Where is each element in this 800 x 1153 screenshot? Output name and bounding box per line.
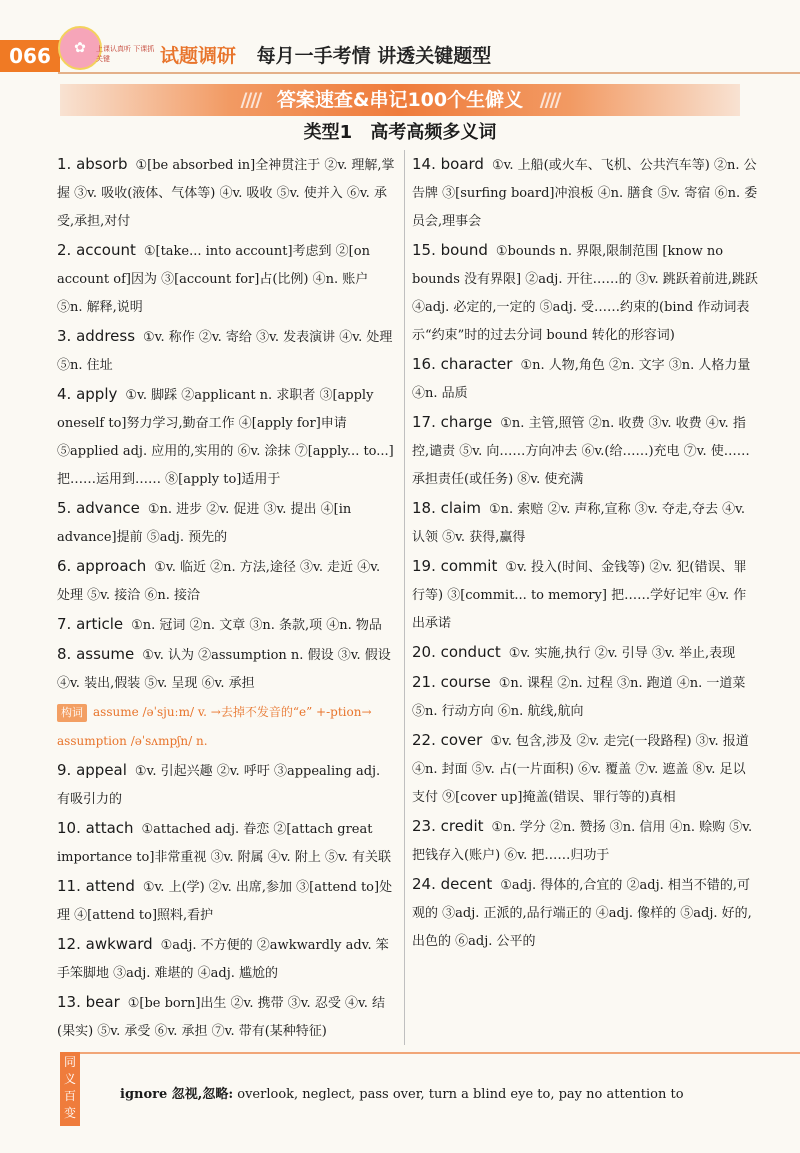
- vocab-entry: [57, 494, 397, 552]
- vocab-definition: ①attached adj. 眷恋 ②[attach great importance to]非常重视 ③v. 附属 ④v. 附上 ⑤v. 有关联: [57, 822, 392, 865]
- vocab-definition: ①bounds n. 界限,限制范围 [know no bounds 没有界限] ②adj. 开往……的 ③v. 跳跃着前进,跳跃 ④adj. 必定的,一定的 ⑤adj. 受……约束的(bind 作动词表示“约束”时的过去分词 bound 转化的形容词): [412, 244, 758, 343]
- vocab-word: 4. apply: [57, 385, 118, 403]
- vocab-definition: ①v. 脚踩 ②applicant n. 求职者 ③[apply oneself to]努力学习,勤奋工作 ④[apply for]申请 ⑤applied adj. 应用的,实用的 ⑥v. 涂抹 ⑦[apply... to...]把……运用到…… ⑧[apply to]适用于: [57, 388, 394, 487]
- vocab-word: 24. decent: [412, 875, 493, 893]
- word-formation-note: [57, 698, 397, 756]
- vocab-word: 15. bound: [412, 241, 488, 259]
- section-banner: [60, 84, 740, 116]
- vocab-word: 5. advance: [57, 499, 140, 517]
- vocab-entry: [57, 552, 397, 610]
- footer-divider: [60, 1052, 800, 1054]
- vocab-entry: [57, 988, 397, 1046]
- page-header: [0, 0, 800, 78]
- type-heading: [0, 120, 800, 146]
- vocab-entry: [57, 610, 397, 640]
- vocab-word: 18. claim: [412, 499, 482, 517]
- vocab-word: 9. appeal: [57, 761, 127, 779]
- column-divider: [404, 150, 405, 1045]
- vocab-entry: [412, 638, 758, 668]
- vocab-definition: ①n. 冠词 ②n. 文章 ③n. 条款,项 ④n. 物品: [131, 618, 382, 633]
- vocab-definition: ①[be absorbed in]全神贯注于 ②v. 理解,掌握 ③v. 吸收(液体、气体等) ④v. 吸收 ⑤v. 使并入 ⑥v. 承受,承担,对付: [57, 158, 395, 229]
- vocab-definition: ①v. 上船(或火车、飞机、公共汽车等) ②n. 公告牌 ③[surfing board]冲浪板 ④n. 膳食 ⑤v. 寄宿 ⑥n. 委员会,理事会: [412, 158, 758, 229]
- synonym-note: [120, 1086, 780, 1104]
- vocab-entry: [57, 640, 397, 698]
- vocab-entry: [412, 726, 758, 812]
- header-slogan: 上课认真听 下课抓关键: [96, 45, 155, 63]
- synonym-term: ignore 忽视,忽略:: [120, 1087, 234, 1102]
- vocab-definition: ①n. 课程 ②n. 过程 ③n. 跑道 ④n. 一道菜 ⑤n. 行动方向 ⑥n. 航线,航向: [412, 676, 746, 719]
- vocab-definition: ①n. 索赔 ②v. 声称,宣称 ③v. 夺走,夺去 ④v. 认领 ⑤v. 获得,赢得: [412, 502, 746, 545]
- vocab-definition: ①v. 实施,执行 ②v. 引导 ③v. 举止,表现: [508, 646, 736, 661]
- vocab-word: 12. awkward: [57, 935, 153, 953]
- type-name: 高考高频多义词: [370, 122, 497, 143]
- vocab-entry: [57, 150, 397, 236]
- vocab-entry: [412, 150, 758, 236]
- vocab-word: 11. attend: [57, 877, 135, 895]
- vocab-word: 21. course: [412, 673, 491, 691]
- left-column: [57, 150, 397, 1046]
- header-title: [160, 42, 491, 70]
- vocab-definition: ①n. 进步 ②v. 促进 ③v. 提出 ④[in advance]提前 ⑤adj. 预先的: [57, 502, 352, 545]
- vocab-word: 22. cover: [412, 731, 483, 749]
- vocab-definition: ①v. 认为 ②assumption n. 假设 ③v. 假设 ④v. 装出,假装 ⑤v. 呈现 ⑥v. 承担: [57, 648, 391, 691]
- type-label: 类型1: [303, 122, 353, 143]
- vocab-definition: ①adj. 不方便的 ②awkwardly adv. 笨手笨脚地 ③adj. 难堪的 ④adj. 尴尬的: [57, 938, 389, 981]
- note-text: assume /əˈsjuːm/ v. →去掉不发音的“e” +-ption→ assumption /əˈsʌmpʃn/ n.: [57, 705, 372, 748]
- vocab-definition: ①n. 主管,照管 ②n. 收费 ③v. 收费 ④v. 指控,谴责 ⑤v. 向……方向冲去 ⑥v.(给……)充电 ⑦v. 使……承担责任(或任务) ⑧v. 使充满: [412, 416, 750, 487]
- vocab-word: 23. credit: [412, 817, 484, 835]
- page-number: 066: [0, 40, 60, 72]
- vocab-word: 10. attach: [57, 819, 134, 837]
- vocab-entry: [57, 872, 397, 930]
- vocab-word: 7. article: [57, 615, 124, 633]
- vocab-entry: [57, 380, 397, 494]
- vocab-word: 13. bear: [57, 993, 120, 1011]
- vocab-word: 20. conduct: [412, 643, 501, 661]
- vocab-entry: [57, 814, 397, 872]
- vocab-entry: [412, 552, 758, 638]
- vocab-definition: ①v. 上(学) ②v. 出席,参加 ③[attend to]处理 ④[attend to]照料,看护: [57, 880, 393, 923]
- flower-badge-icon: ✿: [58, 26, 102, 70]
- vocab-entry: [57, 756, 397, 814]
- banner-title: 答案速查&串记100个生僻义: [276, 89, 524, 111]
- header-section: 试题调研: [160, 45, 237, 67]
- banner-slash-left-icon: ////: [240, 89, 261, 111]
- vocab-entry: [412, 494, 758, 552]
- vocab-entry: [412, 870, 758, 956]
- vocab-entry: [412, 408, 758, 494]
- vocab-word: 19. commit: [412, 557, 498, 575]
- vocab-entry: [57, 930, 397, 988]
- vocab-definition: ①[be born]出生 ②v. 携带 ③v. 忍受 ④v. 结(果实) ⑤v. 承受 ⑥v. 承担 ⑦v. 带有(某种特征): [57, 996, 386, 1039]
- vocab-word: 14. board: [412, 155, 484, 173]
- vocab-entry: [412, 350, 758, 408]
- vocab-definition: ①v. 称作 ②v. 寄给 ③v. 发表演讲 ④v. 处理 ⑤n. 住址: [57, 330, 393, 373]
- side-tab: 同义百变: [60, 1052, 80, 1126]
- banner-slash-right-icon: ////: [539, 89, 560, 111]
- vocab-definition: ①v. 包含,涉及 ②v. 走完(一段路程) ③v. 报道 ④n. 封面 ⑤v. 占(一片面积) ⑥v. 覆盖 ⑦v. 遮盖 ⑧v. 足以支付 ⑨[cover up]掩盖(错误、罪行等的)真相: [412, 734, 749, 805]
- vocab-entry: [412, 668, 758, 726]
- header-divider: [58, 72, 800, 74]
- vocab-word: 8. assume: [57, 645, 135, 663]
- vocab-word: 16. character: [412, 355, 513, 373]
- vocab-word: 6. approach: [57, 557, 147, 575]
- vocab-word: 3. address: [57, 327, 136, 345]
- vocab-definition: ①[take... into account]考虑到 ②[on account of]因为 ③[account for]占(比例) ④n. 账户 ⑤n. 解释,说明: [57, 244, 370, 315]
- vocab-entry: [412, 236, 758, 350]
- vocab-word: 17. charge: [412, 413, 493, 431]
- vocab-definition: ①n. 人物,角色 ②n. 文字 ③n. 人格力量 ④n. 品质: [412, 358, 751, 401]
- vocab-entry: [57, 322, 397, 380]
- vocab-definition: ①v. 投入(时间、金钱等) ②v. 犯(错误、罪行等) ③[commit... to memory] 把……学好记牢 ④v. 作出承诺: [412, 560, 747, 631]
- vocab-word: 1. absorb: [57, 155, 128, 173]
- vocab-definition: ①v. 临近 ②n. 方法,途径 ③v. 走近 ④v. 处理 ⑤v. 接洽 ⑥n. 接洽: [57, 560, 381, 603]
- header-subtitle: 每月一手考情 讲透关键题型: [256, 45, 492, 67]
- right-column: [412, 150, 758, 956]
- vocab-word: 2. account: [57, 241, 136, 259]
- vocab-definition: ①adj. 得体的,合宜的 ②adj. 相当不错的,可观的 ③adj. 正派的,品行端正的 ④adj. 像样的 ⑤adj. 好的,出色的 ⑥adj. 公平的: [412, 878, 752, 949]
- note-tag: 构词: [57, 704, 87, 722]
- vocab-entry: [412, 812, 758, 870]
- vocab-definition: ①n. 学分 ②n. 赞扬 ③n. 信用 ④n. 赊购 ⑤v. 把钱存入(账户) ⑥v. 把……归功于: [412, 820, 753, 863]
- synonym-list: overlook, neglect, pass over, turn a blind eye to, pay no attention to: [237, 1087, 684, 1102]
- vocab-entry: [57, 236, 397, 322]
- vocab-definition: ①v. 引起兴趣 ②v. 呼吁 ③appealing adj. 有吸引力的: [57, 764, 381, 807]
